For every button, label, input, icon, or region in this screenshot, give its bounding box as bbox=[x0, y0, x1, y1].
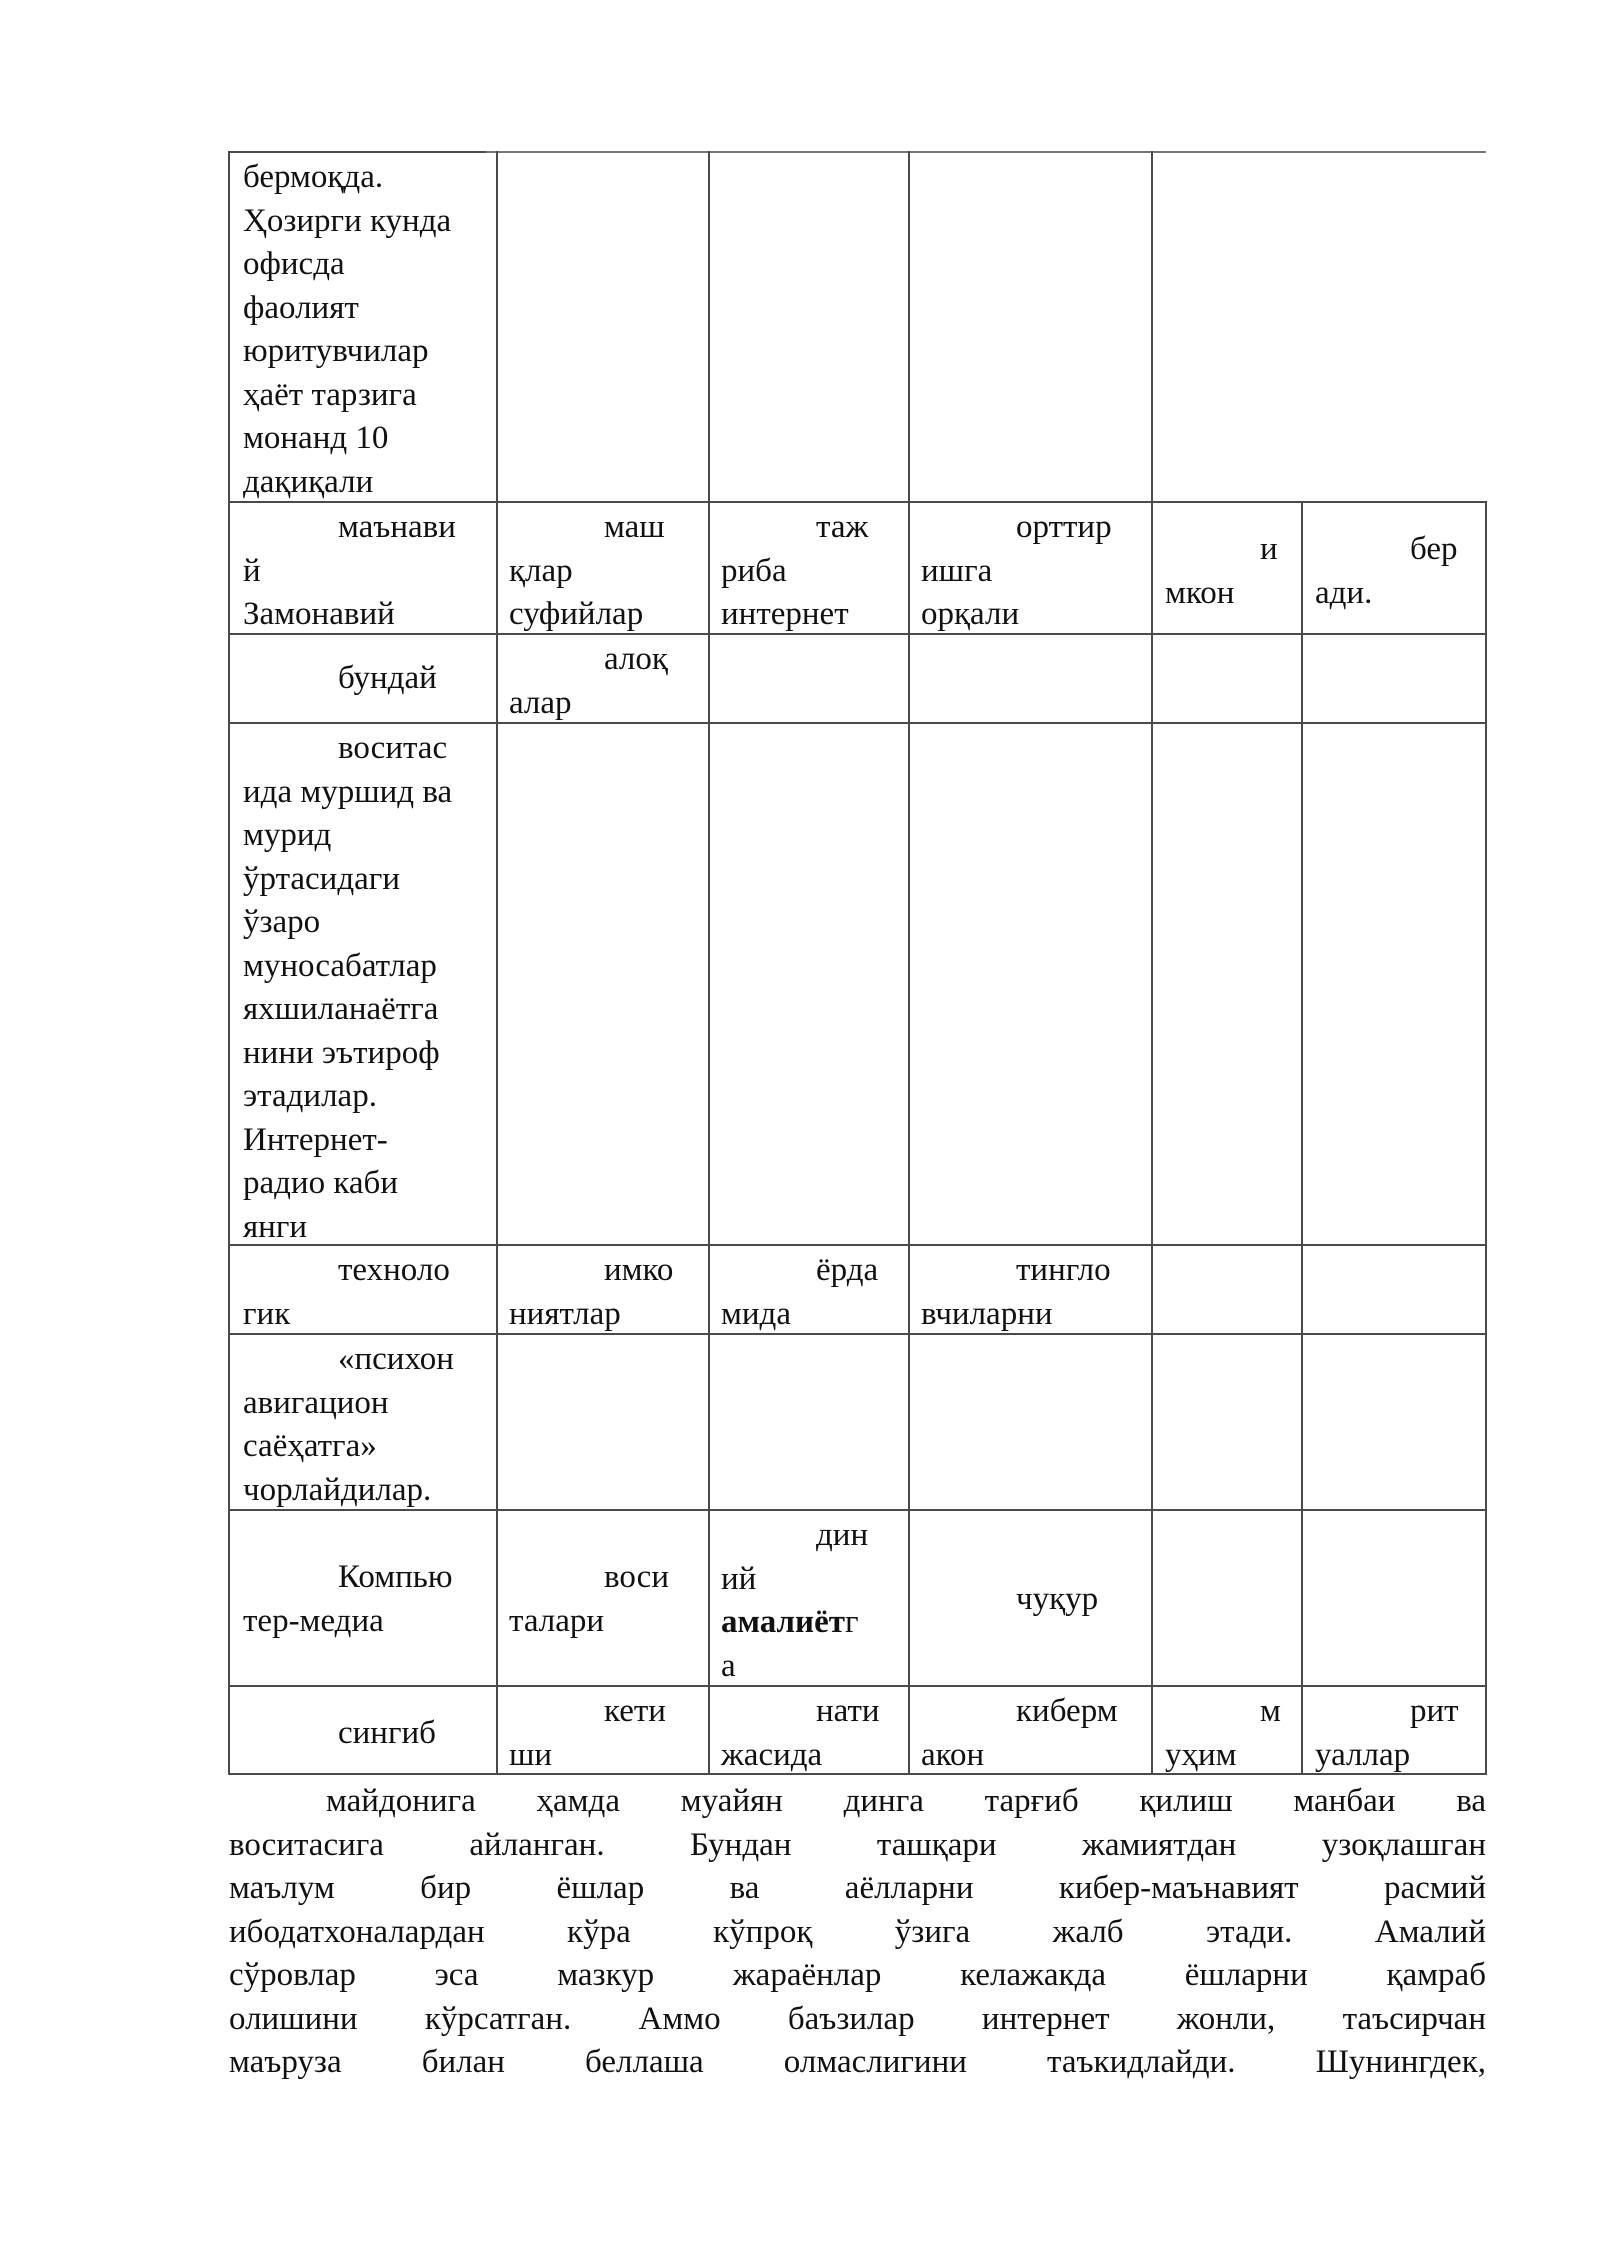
body-paragraph bbox=[229, 1780, 1486, 2085]
paragraph-line: маъруза билан беллаша олмаслигини таъкидлайди. Шунингдек, bbox=[229, 2044, 1486, 2080]
table-rule bbox=[486, 151, 1486, 153]
table-rule bbox=[228, 151, 230, 1775]
paragraph-line: маълум бир ёшлар ва аёлларни кибер-маънавият расмий bbox=[229, 1870, 1486, 1906]
table-rule bbox=[908, 151, 910, 1775]
paragraph-line: воситасига айланган. Бундан ташқари жамиятдан узоқлашган bbox=[229, 1826, 1486, 1863]
table-cell: имко ниятлар bbox=[509, 1252, 674, 1332]
table-cell: киберм акон bbox=[921, 1693, 1118, 1773]
table-cell: Компью тер-медиа bbox=[243, 1559, 453, 1639]
table-cell: тингло вчиларни bbox=[921, 1252, 1111, 1332]
table-cell-bold-text: амалиёт bbox=[721, 1604, 845, 1640]
table-cell: алоқ алар bbox=[509, 641, 668, 721]
table-cell: бермоқда. Ҳозирги кунда офисда фаолият юритувчилар ҳаёт тарзига монанд 10 дақиқали bbox=[243, 159, 452, 500]
table-cell: бер ади. bbox=[1315, 531, 1458, 611]
table-cell: техноло гик bbox=[243, 1252, 450, 1332]
table-cell: маънави й Замонавий bbox=[243, 509, 456, 632]
paragraph-line: сўровлар эса мазкур жараёнлар келажакда ёшларни қамраб bbox=[229, 1957, 1486, 1993]
table-cell: нати жасида bbox=[721, 1693, 880, 1773]
table-cell: «психон авигацион саёҳатга» чорлайдилар. bbox=[243, 1341, 454, 1508]
table-cell: орттир ишга орқали bbox=[921, 509, 1112, 632]
table-rule bbox=[228, 722, 1486, 724]
table-cell: воси талари bbox=[509, 1559, 669, 1639]
paragraph-line: майдонига ҳамда муайян динга тарғиб қилиш манбаи ва bbox=[326, 1783, 1486, 1819]
table-cell-text: дин ий bbox=[721, 1517, 869, 1597]
table-cell-text: г а bbox=[721, 1604, 859, 1684]
paragraph-line: олишини кўрсатган. Аммо баъзилар интернет жонли, таъсирчан bbox=[229, 2000, 1486, 2037]
table-cell: бундай bbox=[338, 660, 437, 696]
table-cell: ёрда мида bbox=[721, 1252, 879, 1332]
table-cell: сингиб bbox=[338, 1715, 436, 1751]
table-cell bbox=[721, 1514, 901, 1688]
table-rule bbox=[1301, 501, 1303, 1775]
table-cell: маш қлар суфийлар bbox=[509, 509, 665, 632]
paragraph-line: ибодатхоналардан кўра кўпроқ ўзига жалб этади. Амалий bbox=[229, 1913, 1486, 1950]
table-cell: м уҳим bbox=[1165, 1693, 1281, 1773]
table-rule bbox=[496, 151, 498, 1775]
table-cell: таж риба интернет bbox=[721, 509, 869, 632]
table-cell: чуқур bbox=[1016, 1581, 1099, 1617]
table-rule bbox=[1151, 151, 1153, 1775]
table-cell: кети ши bbox=[509, 1693, 666, 1773]
table-rule bbox=[228, 151, 486, 153]
table-rule bbox=[1485, 501, 1487, 1775]
table-cell: и мкон bbox=[1165, 531, 1278, 611]
table-rule bbox=[708, 151, 710, 1775]
table-cell: рит уаллар bbox=[1315, 1693, 1459, 1773]
table-cell: воситас ида муршид ва мурид ўртасидаги ўзаро муносабатлар яхшиланаётга нини эътироф этадилар. Интернет- радио каби янги bbox=[243, 730, 453, 1245]
